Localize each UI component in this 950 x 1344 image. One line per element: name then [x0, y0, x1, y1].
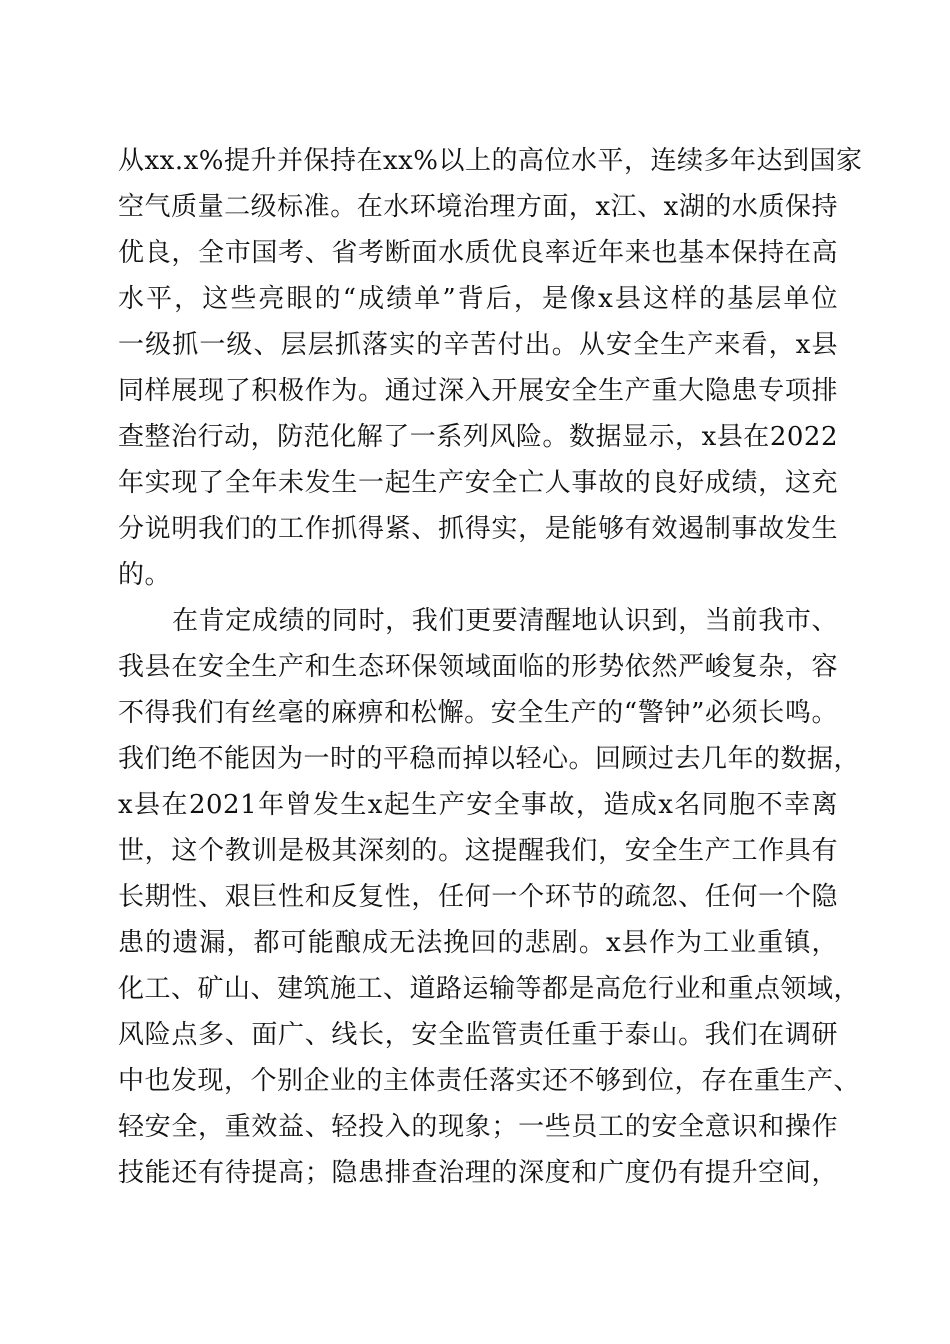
text-line: 查整治行动，防范化解了一系列风险。数据显示，x县在2022: [118, 422, 838, 452]
text-line: 技能还有待提高；隐患排查治理的深度和广度仍有提升空间，: [118, 1158, 838, 1188]
text-line: 患的遗漏，都可能酿成无法挽回的悲剧。x县作为工业重镇，: [118, 928, 838, 958]
text-line: 优良，全市国考、省考断面水质优良率近年来也基本保持在高: [118, 238, 838, 268]
text-line: 水平，这些亮眼的“成绩单”背后，是像x县这样的基层单位: [118, 284, 838, 314]
text-line: 长期性、艰巨性和反复性，任何一个环节的疏忽、任何一个隐: [118, 882, 838, 912]
text-line: 轻安全，重效益、轻投入的现象；一些员工的安全意识和操作: [118, 1112, 838, 1142]
text-line: 我们绝不能因为一时的平稳而掉以轻心。回顾过去几年的数据，: [118, 744, 861, 774]
text-line: 空气质量二级标准。在水环境治理方面，x江、x湖的水质保持: [118, 192, 838, 222]
body-text: [118, 138, 863, 1196]
text-line: 不得我们有丝毫的麻痹和松懈。安全生产的“警钟”必须长鸣。: [118, 698, 838, 728]
text-line: 化工、矿山、建筑施工、道路运输等都是高危行业和重点领域，: [118, 974, 861, 1004]
text-line: 年实现了全年未发生一起生产安全亡人事故的良好成绩，这充: [118, 468, 838, 498]
text-line: 一级抓一级、层层抓落实的辛苦付出。从安全生产来看，x县: [118, 330, 838, 360]
paragraph-start-line: 在肯定成绩的同时，我们更要清醒地认识到，当前我市、: [172, 606, 838, 636]
text-line: 风险点多、面广、线长，安全监管责任重于泰山。我们在调研: [118, 1020, 838, 1050]
text-line: 我县在安全生产和生态环保领域面临的形势依然严峻复杂，容: [118, 652, 838, 682]
text-line: 分说明我们的工作抓得紧、抓得实，是能够有效遏制事故发生: [118, 514, 838, 544]
text-line: 同样展现了积极作为。通过深入开展安全生产重大隐患专项排: [118, 376, 838, 406]
text-line: 中也发现，个别企业的主体责任落实还不够到位，存在重生产、: [118, 1066, 861, 1096]
text-line: x县在2021年曾发生x起生产安全事故，造成x名同胞不幸离: [118, 790, 838, 820]
text-line: 的。: [118, 560, 172, 590]
text-line: 从xx.x%提升并保持在xx%以上的高位水平，连续多年达到国家: [118, 146, 863, 176]
text-line: 世，这个教训是极其深刻的。这提醒我们，安全生产工作具有: [118, 836, 838, 866]
